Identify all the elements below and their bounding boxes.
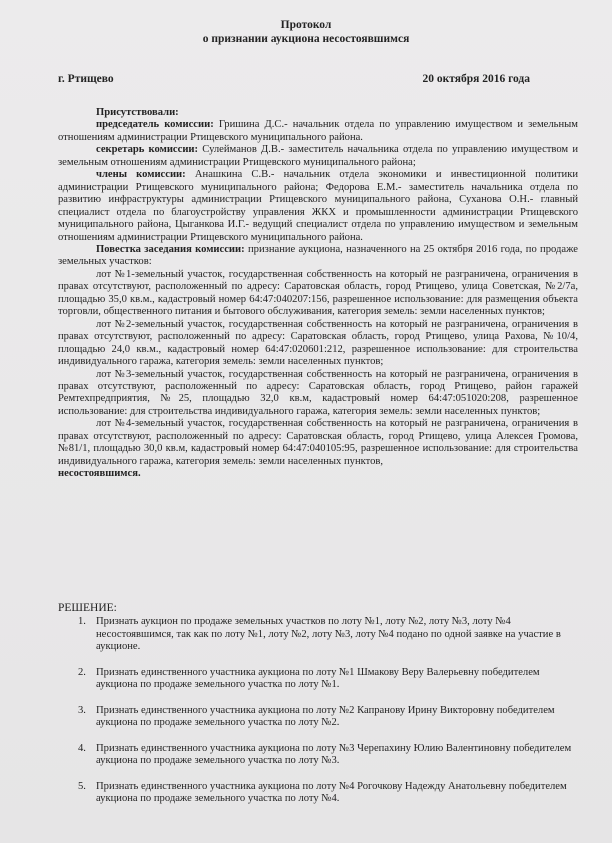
document-subtitle: о признании аукциона несостоявшимся (202, 33, 410, 45)
members-label: члены комиссии: (96, 169, 186, 181)
place-date-row (58, 72, 530, 86)
agenda-text: признание аукциона, назначенного на 25 октября 2016 года, по продаже земельных участков: (58, 243, 578, 268)
decision-item (58, 667, 578, 692)
chair-text: Гришина Д.С.- начальник отдела по управлению имуществом и земельным отношениям администрации Ртищевского муниципального района. (58, 119, 578, 143)
decision-section (58, 602, 578, 818)
secretary-label: секретарь комиссии: (96, 144, 199, 156)
lot-paragraph: лот №1-земельный участок, государственная собственность на который не разграничена, ограничения в правах отсутствуют, расположенный по адресу: Саратовская область, город Ртищево, улица Советская, №2/7а, площадью 35,0 кв.м., кадастровый номер 64:47:040207:156, разрешенное использование: для размещения объекта торговли, общественного питания и бытового обслуживания, категория земель: земли населенных пунктов; (58, 268, 578, 318)
attendees-heading-para (58, 107, 578, 119)
decision-item-number: 4. (78, 742, 86, 754)
members-text: Анашкина С.В.- начальник отдела экономики и инвестиционной политики администрации Ртищевского муниципального района; Федорова Е.М.- заместитель начальника отдела по развитию инфраструктуры администрации Ртищевского муниципального района, Суханова О.Н.- главный специалист отдела по благоустройству управления ЖКХ и промышленности администрации Ртищевского муниципального района, Цыганкова И.Г.- ведущий специалист отдела по управлению имуществом и земельным отношениям администрации Ртищевского муниципального района. (58, 169, 579, 243)
decision-item-number: 2. (78, 666, 86, 678)
decision-heading: РЕШЕНИЕ: (58, 602, 117, 614)
members-para (58, 169, 578, 244)
decision-item-text: Признать единственного участника аукциона по лоту №4 Рогочкову Надежду Анатольевну победителем аукциона по продаже земельного участка по лоту №4. (96, 780, 567, 804)
chair-label: председатель комиссии: (96, 119, 214, 131)
decision-item-number: 3. (78, 704, 86, 716)
decision-item (58, 616, 578, 653)
decision-item (58, 705, 578, 730)
decision-item-text: Признать единственного участника аукциона по лоту №1 Шмакову Веру Валерьевну победителем аукциона по продаже земельного участка по лоту №1. (96, 666, 540, 691)
attendees-heading: Присутствовали: (96, 107, 179, 118)
protocol-body (58, 107, 578, 481)
decision-item-text: Признать единственного участника аукциона по лоту №2 Капранову Ирину Викторовну победителем аукциона по продаже земельного участка по лоту №2. (96, 704, 555, 729)
decision-item-text: Признать аукцион по продаже земельных участков по лоту №1, лоту №2, лоту №3, лоту №4 несостоявшимся, так как по лоту №1, лоту №2, лоту №3, лоту №4 подано по одной заявке на участие в аукционе. (96, 616, 561, 653)
lot-paragraph: лот №4-земельный участок, государственная собственность на который не разграничена, ограничения в правах отсутствуют, расположенный по адресу: Саратовская область, город Ртищево, улица Алексея Громова, №81/1, площадью 30,0 кв.м, кадастровый номер 64:47:040105:95, разрешенное использование: для строительства индивидуального гаража, категория земель: земли населенных пунктов, (58, 418, 578, 467)
secretary-text: Сулейманов Д.В.- заместитель начальника отдела по управлению имуществом и земельным отношениям администрации Ртищевского муниципального района; (58, 144, 578, 168)
agenda-para (58, 244, 578, 269)
lot-paragraph: лот №2-земельный участок, государственная собственность на который не разграничена, ограничения в правах отсутствуют, расположенный по адресу: Саратовская область, город Ртищево, улица Рахова, №10/4, площадью 24,0 кв.м., кадастровый номер 64:47:020601:212, разрешенное использование: для строительства индивидуального гаража, категория земель: земли населенных пунктов; (58, 318, 578, 368)
agenda-outcome: несостоявшимся. (58, 468, 141, 480)
decision-list (58, 616, 578, 805)
decision-item-number: 5. (78, 780, 86, 792)
decision-item (58, 743, 578, 768)
document-place: г. Ртищево (58, 73, 114, 85)
document-date: 20 октября 2016 года (422, 73, 530, 85)
document-title: Протокол (280, 19, 332, 31)
secretary-para (58, 144, 578, 169)
lot-paragraph: лот №3-земельный участок, государственная собственность на который не разграничена, ограничения в правах отсутствуют, расположенный по адресу: Саратовская область, город Ртищево, район гаражей Ремтехпредприятия, №25, площадью 32,0 кв.м, кадастровый номер 64:47:051020:208, разрешенное использование: для строительства индивидуального гаража, категория земель: земли населенных пунктов; (58, 368, 578, 417)
agenda-label: Повестка заседания комиссии: (96, 243, 245, 255)
decision-item-text: Признать единственного участника аукциона по лоту №3 Черепахину Юлию Валентиновну победителем аукциона по продаже земельного участка по лоту №3. (96, 742, 572, 767)
decision-item (58, 781, 578, 806)
decision-item-number: 1. (78, 616, 86, 628)
chair-para (58, 119, 578, 144)
